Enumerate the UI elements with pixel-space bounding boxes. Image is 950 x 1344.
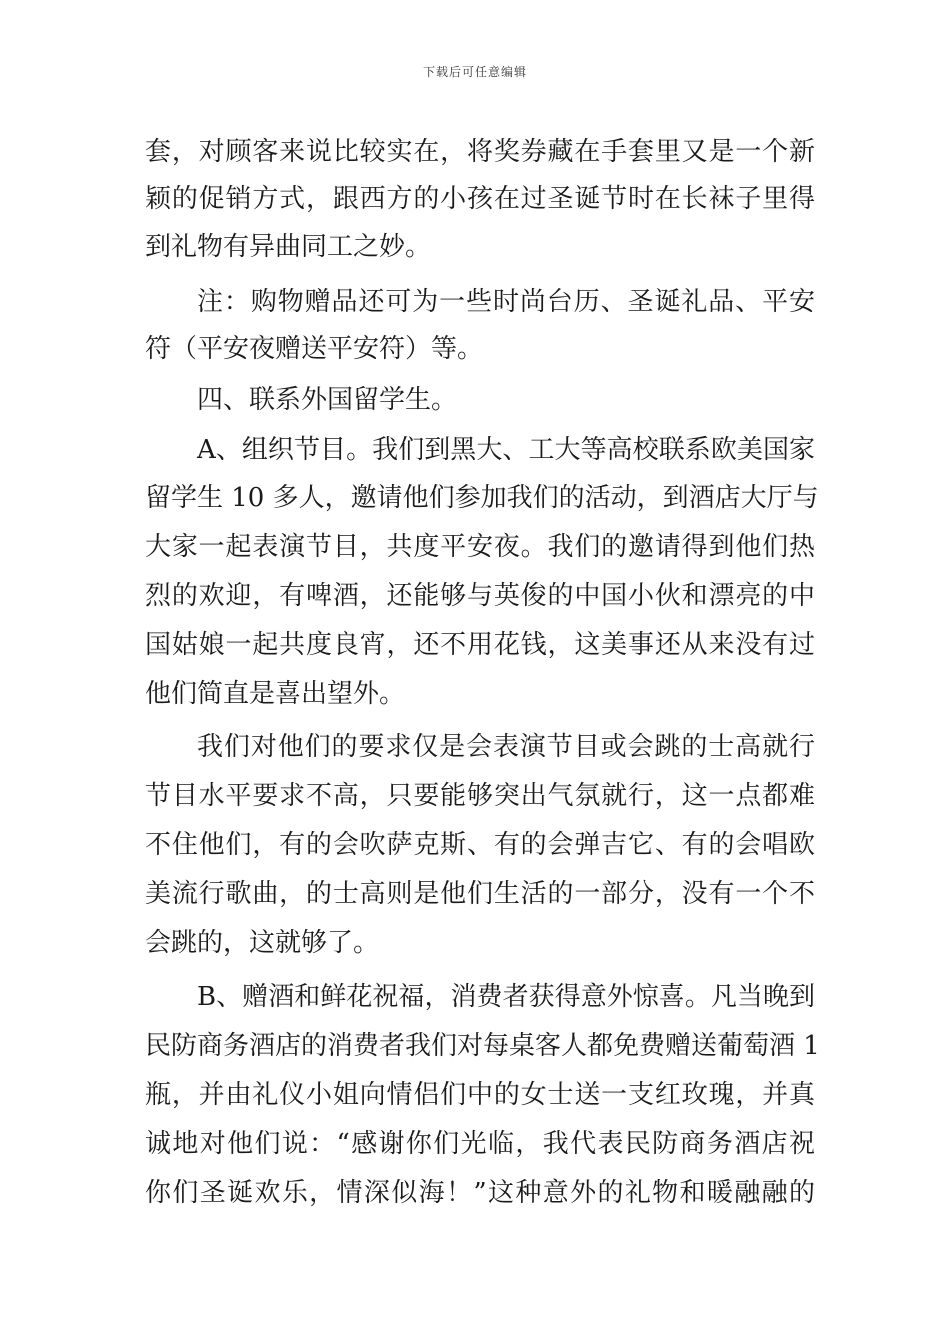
text-line: 节目水平要求不高，只要能够突出气氛就行，这一点都难	[145, 781, 815, 811]
text-line: 到礼物有异曲同工之妙。	[145, 232, 432, 262]
text-line: B、赠酒和鲜花祝福，消费者获得意外惊喜。凡当晚到	[197, 982, 815, 1012]
text-line: 会跳的，这就够了。	[145, 928, 380, 958]
text-line: 大家一起表演节目，共度平安夜。我们的邀请得到他们热	[145, 532, 815, 562]
text-line: 瓶，并由礼仪小姐向情侣们中的女士送一支红玫瑰，并真	[145, 1080, 815, 1110]
text-line: 不住他们，有的会吹萨克斯、有的会弹吉它、有的会唱欧	[145, 830, 815, 860]
text-line: A、组织节目。我们到黑大、工大等高校联系欧美国家	[197, 435, 815, 465]
text-line: 诚地对他们说：“感谢你们光临，我代表民防商务酒店祝	[145, 1129, 815, 1159]
text-line: 颖的促销方式，跟西方的小孩在过圣诞节时在长袜子里得	[145, 184, 815, 214]
text-line: 符（平安夜赠送平安符）等。	[145, 334, 484, 364]
text-line: 烈的欢迎，有啤酒，还能够与英俊的中国小伙和漂亮的中	[145, 581, 815, 611]
text-line: 国姑娘一起共度良宵，还不用花钱，这美事还从来没有过	[145, 630, 815, 660]
text-line: 他们简直是喜出望外。	[145, 679, 406, 709]
text-line: 注：购物赠品还可为一些时尚台历、圣诞礼品、平安	[197, 287, 815, 317]
page-header: 下载后可任意编辑	[422, 65, 527, 79]
text-line: 留学生 10 多人，邀请他们参加我们的活动，到酒店大厅与	[145, 483, 819, 513]
text-line: 我们对他们的要求仅是会表演节目或会跳的士高就行	[197, 732, 815, 762]
section-heading: 四、联系外国留学生。	[197, 385, 458, 415]
text-line: 你们圣诞欢乐，情深似海！”这种意外的礼物和暖融融的	[145, 1178, 815, 1208]
text-line: 美流行歌曲，的士高则是他们生活的一部分，没有一个不	[145, 879, 815, 909]
text-line: 套，对顾客来说比较实在，将奖券藏在手套里又是一个新	[145, 137, 815, 167]
text-line: 民防商务酒店的消费者我们对每桌客人都免费赠送葡萄酒 1	[145, 1031, 820, 1061]
